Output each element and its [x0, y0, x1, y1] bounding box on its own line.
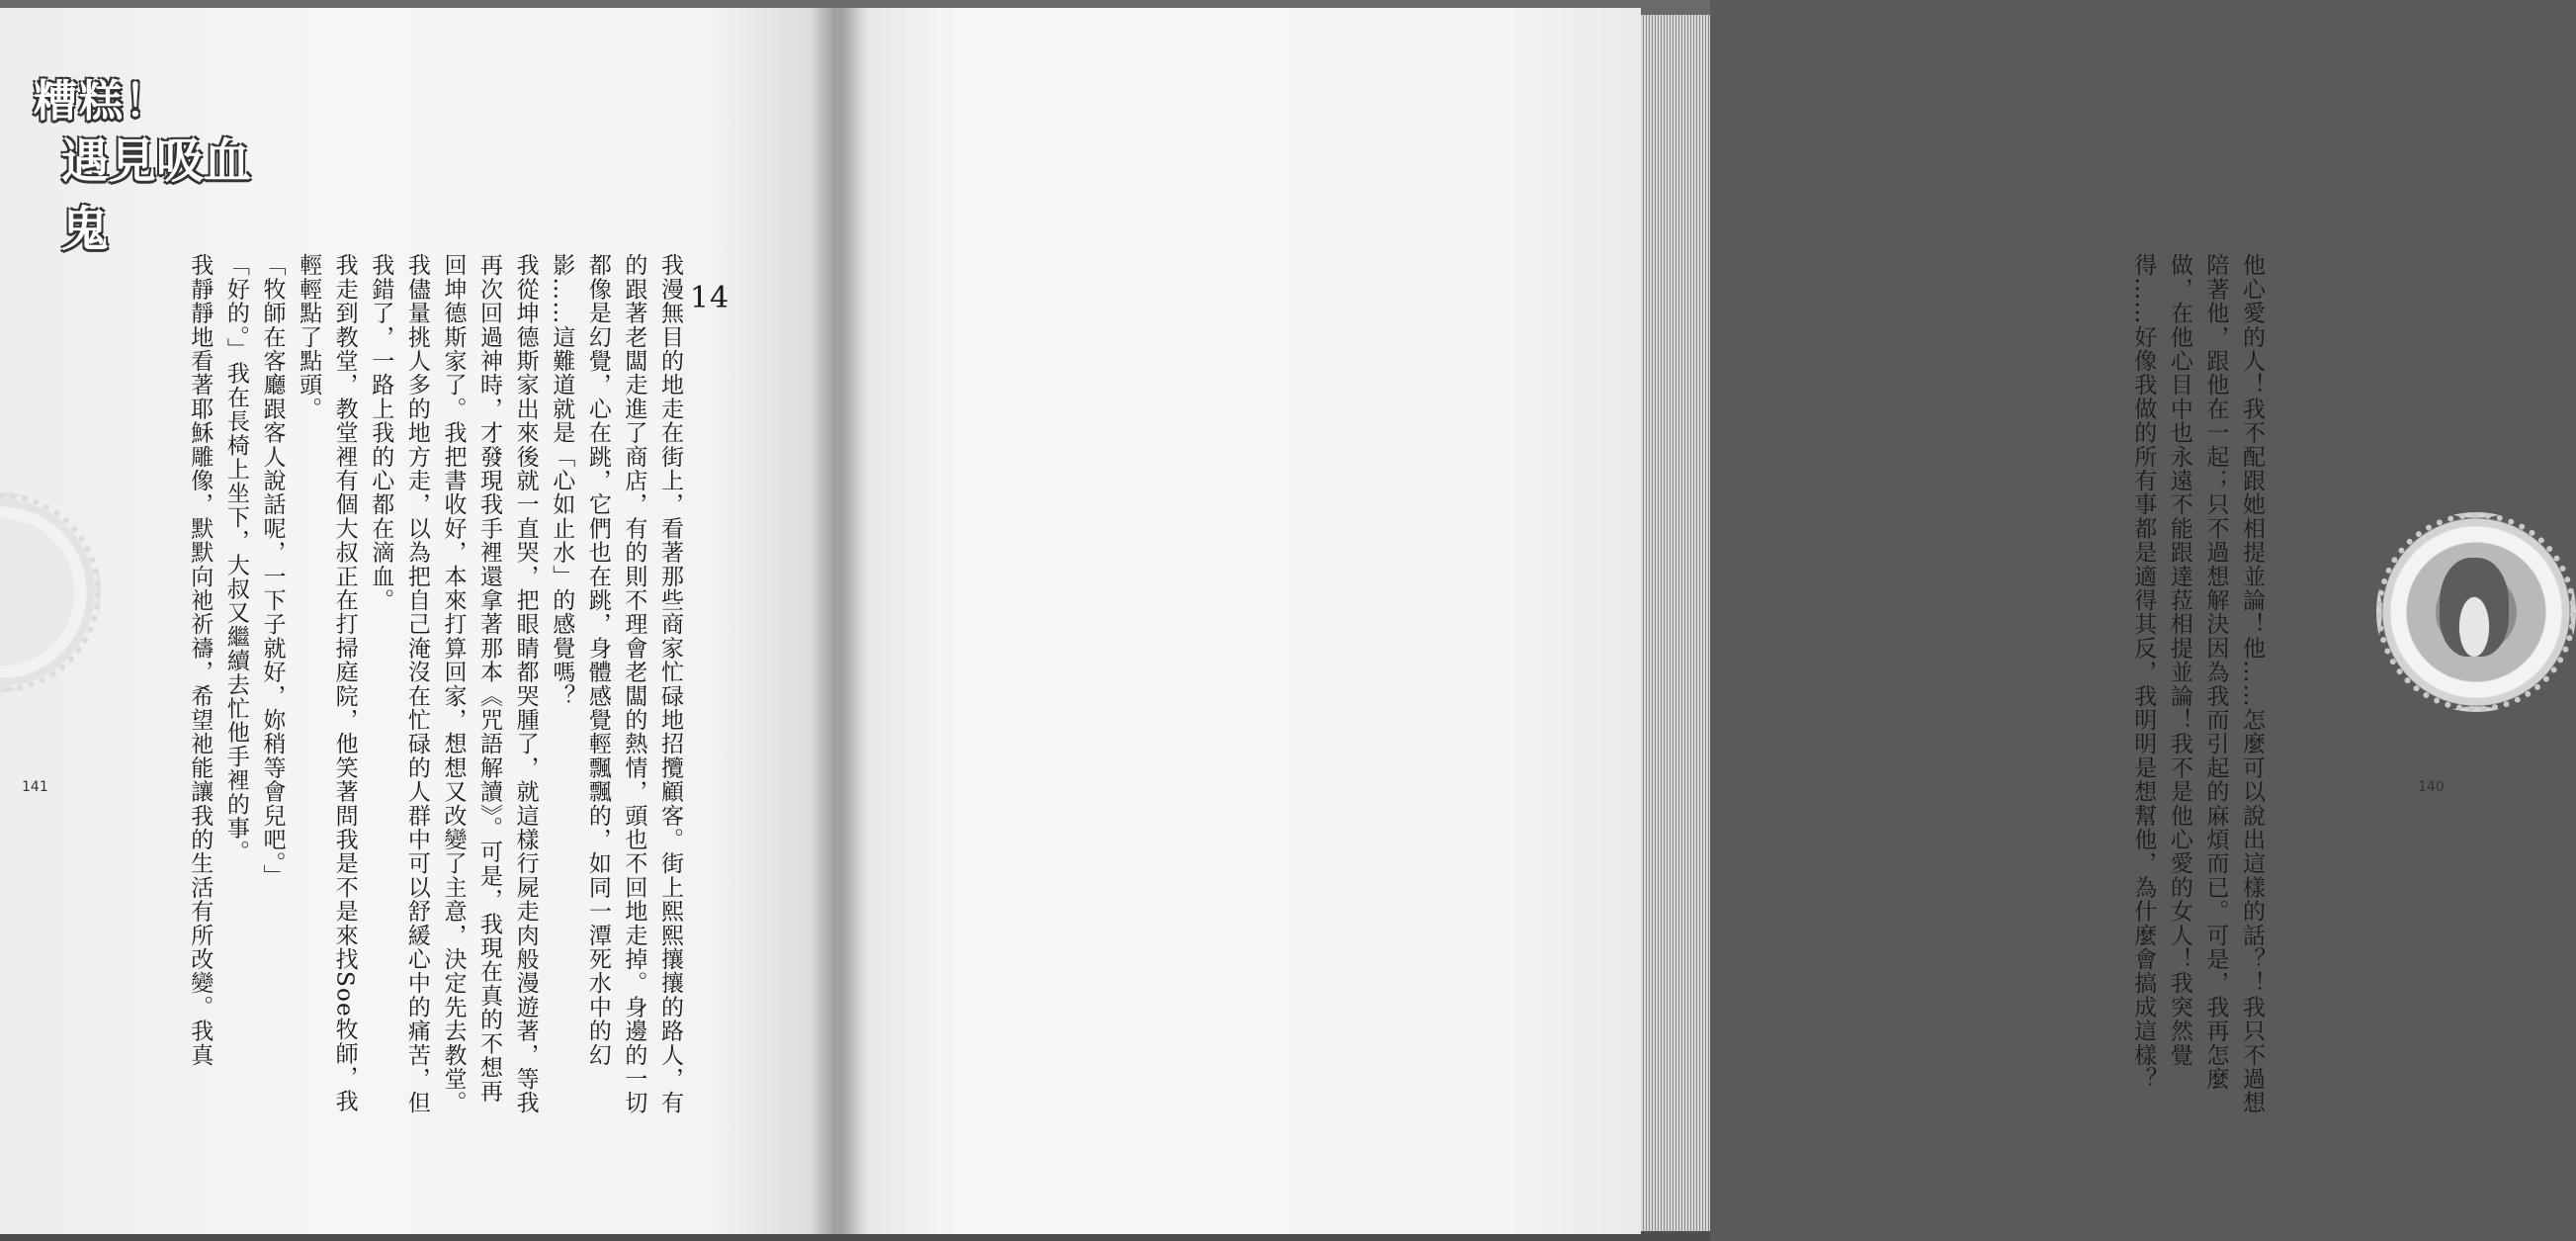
paragraph: 他心愛的人！我不配跟她相提並論！他……怎麼可以說出這樣的話？！我只不過想陪著他，跟他在一起；只不過想解決因為我而引起的麻煩而已。可是，我再怎麼做，在他心目中也永遠不能跟達菈相提並論！我不是他心愛的女人！我突然覺得……好像我做的所有事都是適得其反，我明明是想幫他，為什麼會搞成這樣？ [2130, 253, 2265, 1115]
lace-ornament-with-character [2376, 512, 2576, 712]
page-edges [1641, 15, 1710, 1231]
logo-title-line1: 糟糕！ [34, 76, 170, 127]
left-page [0, 8, 836, 1234]
right-page-body [2104, 253, 2270, 1123]
page-number-right: 140 [2418, 779, 2445, 795]
book-logo [28, 65, 265, 257]
left-page-body [134, 253, 688, 1123]
page-number-left: 141 [22, 779, 48, 795]
paragraph: 我走到教堂，教堂裡有個大叔正在打掃庭院，他笑著問我是不是來找Soe牧師，我輕輕點了點頭。 [296, 253, 358, 1113]
paragraph: 我靜靜地看著耶穌雕像，默默向祂祈禱，希望祂能讓我的生活有所改變。我真 [187, 253, 214, 1067]
paragraph: 「牧師在客廳跟客人說話呢，一下子就好，妳稍等會兒吧。」 [259, 253, 286, 888]
paragraph: 「好的。」我在長椅上坐下，大叔又繼續去忙他手裡的事。 [222, 253, 249, 864]
chapter-number: 14 [690, 281, 730, 315]
paragraph: 我從坤德斯家出來後就一直哭，把眼睛都哭腫了，就這樣行屍走肉般漫遊著，等我再次回過神時，才發現我手裡還拿著那本《咒語解讀》。可是，我現在真的不想再回坤德斯家了。我把書收好，本來打算回家，想想又改變了主意，決定先去教堂。我儘量挑人多的地方走，以為把自己淹沒在忙碌的人群中可以舒緩心中的痛苦，但我錯了，一路上我的心都在滴血。 [368, 253, 539, 1115]
character-illustration [2440, 558, 2509, 657]
paragraph: 我漫無目的地走在街上，看著那些商家忙碌地招攬顧客。街上熙熙攘攘的路人，有的跟著老闆走進了商店，有的則不理會老闆的熱情，頭也不回地走掉。身邊的一切都像是幻覺，心在跳，它們也在跳，身體感覺輕飄飄的，如同一潭死水中的幻影……這難道就是「心如止水」的感覺嗎？ [549, 253, 683, 1115]
bleed-through-logo [2189, 85, 2426, 174]
logo-title-line2: 遇見吸血鬼 [61, 133, 252, 257]
lace-ornament [0, 492, 101, 692]
right-page [836, 8, 2445, 1234]
